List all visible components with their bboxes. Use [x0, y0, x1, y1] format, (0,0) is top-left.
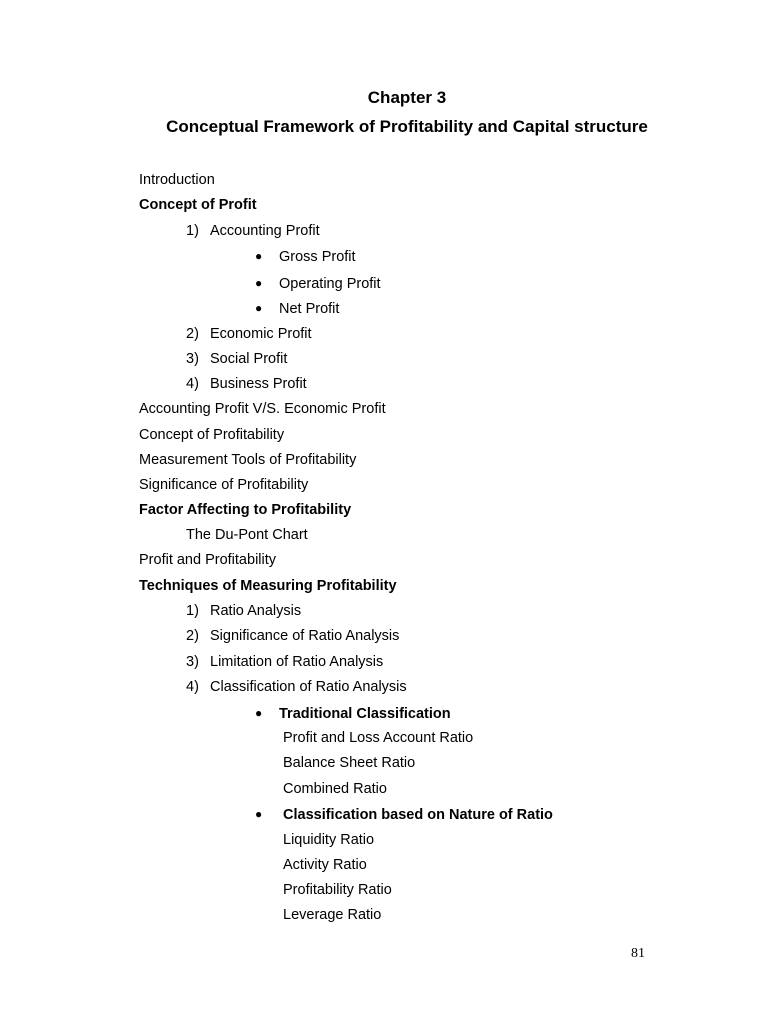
toc-technique-item: [186, 653, 383, 671]
item-label: Operating Profit: [279, 276, 381, 292]
item-label: Business Profit: [210, 376, 307, 392]
toc-profit-and-profitability: Profit and Profitability: [139, 552, 277, 568]
item-label: Accounting Profit: [210, 223, 320, 239]
item-label: Social Profit: [210, 351, 288, 367]
toc-profit-item: [186, 222, 320, 240]
bullet-icon: ●: [255, 706, 263, 720]
chapter-label: Chapter 3: [367, 88, 447, 107]
item-label: Limitation of Ratio Analysis: [210, 654, 384, 670]
item-number: 2): [186, 628, 199, 644]
item-number: 3): [186, 654, 199, 670]
page-number: 81: [631, 946, 645, 961]
bullet-icon: ●: [255, 807, 263, 821]
item-label: Classification of Ratio Analysis: [210, 679, 407, 695]
toc-nature-item: Liquidity Ratio: [283, 832, 375, 848]
item-number: 2): [186, 326, 199, 342]
toc-concept-of-profitability: Concept of Profitability: [139, 427, 285, 443]
chapter-title: Conceptual Framework of Profitability and Capital structure: [166, 117, 648, 136]
toc-nature-classification: [255, 805, 553, 824]
toc-du-pont-chart: The Du-Pont Chart: [186, 527, 308, 543]
toc-technique-item: [186, 602, 301, 620]
item-number: 4): [186, 376, 199, 392]
item-label: Traditional Classification: [279, 706, 451, 722]
item-number: 3): [186, 351, 199, 367]
toc-bullet-item: [255, 274, 381, 293]
item-label: Classification based on Nature of Ratio: [283, 807, 553, 823]
item-label: Gross Profit: [279, 249, 356, 265]
toc-technique-item: [186, 678, 407, 696]
toc-nature-item: Leverage Ratio: [283, 907, 382, 923]
toc-techniques: Techniques of Measuring Profitability: [139, 578, 397, 594]
item-number: 1): [186, 223, 199, 239]
toc-concept-of-profit: Concept of Profit: [139, 197, 257, 213]
item-number: 1): [186, 603, 199, 619]
toc-factor-affecting: Factor Affecting to Profitability: [139, 502, 352, 518]
item-label: Significance of Ratio Analysis: [210, 628, 400, 644]
toc-measurement-tools: Measurement Tools of Profitability: [139, 452, 357, 468]
toc-profit-item: [186, 350, 287, 368]
bullet-icon: ●: [255, 276, 263, 290]
toc-accounting-vs-economic: Accounting Profit V/S. Economic Profit: [139, 401, 386, 417]
toc-profit-item: [186, 325, 312, 343]
toc-nature-item: Profitability Ratio: [283, 882, 392, 898]
bullet-icon: ●: [255, 301, 263, 315]
item-label: Ratio Analysis: [210, 603, 302, 619]
toc-traditional-item: Balance Sheet Ratio: [283, 755, 416, 771]
toc-technique-item: [186, 627, 399, 645]
item-label: Economic Profit: [210, 326, 312, 342]
item-label: Net Profit: [279, 301, 340, 317]
toc-profit-item: [186, 375, 307, 393]
toc-traditional-item: Profit and Loss Account Ratio: [283, 730, 474, 746]
toc-traditional-item: Combined Ratio: [283, 781, 387, 797]
item-number: 4): [186, 679, 199, 695]
toc-bullet-item: [255, 247, 356, 266]
toc-nature-item: Activity Ratio: [283, 857, 367, 873]
toc-traditional-classification: [255, 704, 451, 723]
toc-significance-of-profitability: Significance of Profitability: [139, 477, 309, 493]
bullet-icon: ●: [255, 249, 263, 263]
toc-bullet-item: [255, 299, 339, 318]
toc-introduction: Introduction: [139, 172, 215, 188]
